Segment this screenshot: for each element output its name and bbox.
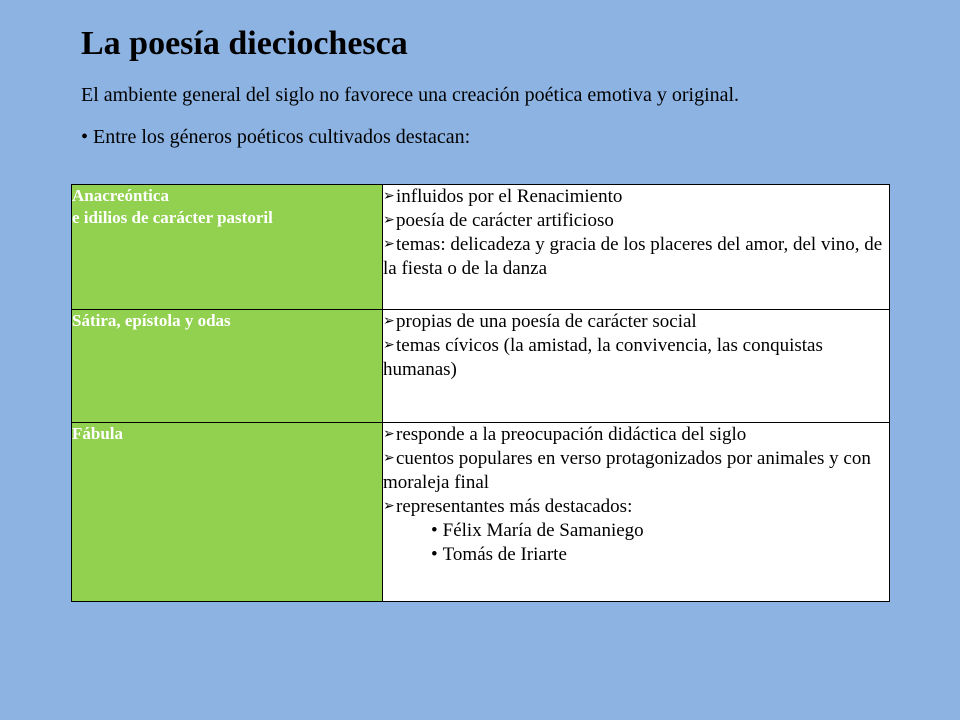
slide-title: La poesía dieciochesca — [81, 25, 408, 62]
arrow-bullet-icon: ➢ — [383, 237, 395, 252]
arrow-bullet-icon: ➢ — [383, 213, 395, 228]
arrow-bullet-icon: ➢ — [383, 338, 395, 353]
genres-table — [71, 184, 890, 602]
list-item — [383, 495, 889, 519]
table-row — [72, 423, 890, 602]
list-item — [383, 233, 889, 281]
description-cell — [383, 310, 890, 423]
list-item — [383, 447, 889, 495]
list-item-text: temas: delicadeza y gracia de los placeres del amor, del vino, de la fiesta o de la danza — [383, 234, 883, 279]
list-item-text: influidos por el Renacimiento — [396, 186, 623, 207]
sub-list-item — [383, 543, 889, 567]
list-item-text: poesía de carácter artificioso — [396, 210, 614, 231]
bullet-icon: • — [431, 544, 438, 565]
bullet-icon: • — [81, 126, 89, 148]
intro-bullet — [81, 124, 470, 150]
genre-cell — [72, 423, 383, 602]
list-item-text: cuentos populares en verso protagonizados por animales y con moraleja final — [383, 448, 871, 493]
table-row — [72, 185, 890, 310]
list-item-text: representantes más destacados: — [396, 496, 633, 517]
table-row — [72, 310, 890, 423]
arrow-bullet-icon: ➢ — [383, 189, 395, 204]
list-item-text: temas cívicos (la amistad, la convivencia, las conquistas humanas) — [383, 335, 823, 380]
description-cell — [383, 423, 890, 602]
list-item-text: responde a la preocupación didáctica del siglo — [396, 424, 747, 445]
genre-label: Anacreóntica — [72, 186, 169, 205]
list-item — [383, 423, 889, 447]
genre-label: e idilios de carácter pastoril — [72, 208, 273, 227]
slide-subtitle: El ambiente general del siglo no favorece una creación poética emotiva y original. — [81, 84, 740, 106]
list-item — [383, 310, 889, 334]
arrow-bullet-icon: ➢ — [383, 451, 395, 466]
author-name: Félix María de Samaniego — [442, 520, 644, 541]
genre-label: Fábula — [72, 424, 124, 443]
genre-cell — [72, 310, 383, 423]
list-item — [383, 209, 889, 233]
arrow-bullet-icon: ➢ — [383, 427, 395, 442]
list-item — [383, 334, 889, 382]
arrow-bullet-icon: ➢ — [383, 314, 395, 329]
list-item — [383, 185, 889, 209]
arrow-bullet-icon: ➢ — [383, 499, 395, 514]
intro-bullet-text: Entre los géneros poéticos cultivados destacan: — [93, 126, 471, 148]
sub-list-item — [383, 519, 889, 543]
description-cell — [383, 185, 890, 310]
bullet-icon: • — [431, 520, 438, 541]
genre-label: Sátira, epístola y odas — [72, 311, 231, 330]
author-name: Tomás de Iriarte — [442, 544, 567, 565]
list-item-text: propias de una poesía de carácter social — [396, 311, 697, 332]
genre-cell — [72, 185, 383, 310]
